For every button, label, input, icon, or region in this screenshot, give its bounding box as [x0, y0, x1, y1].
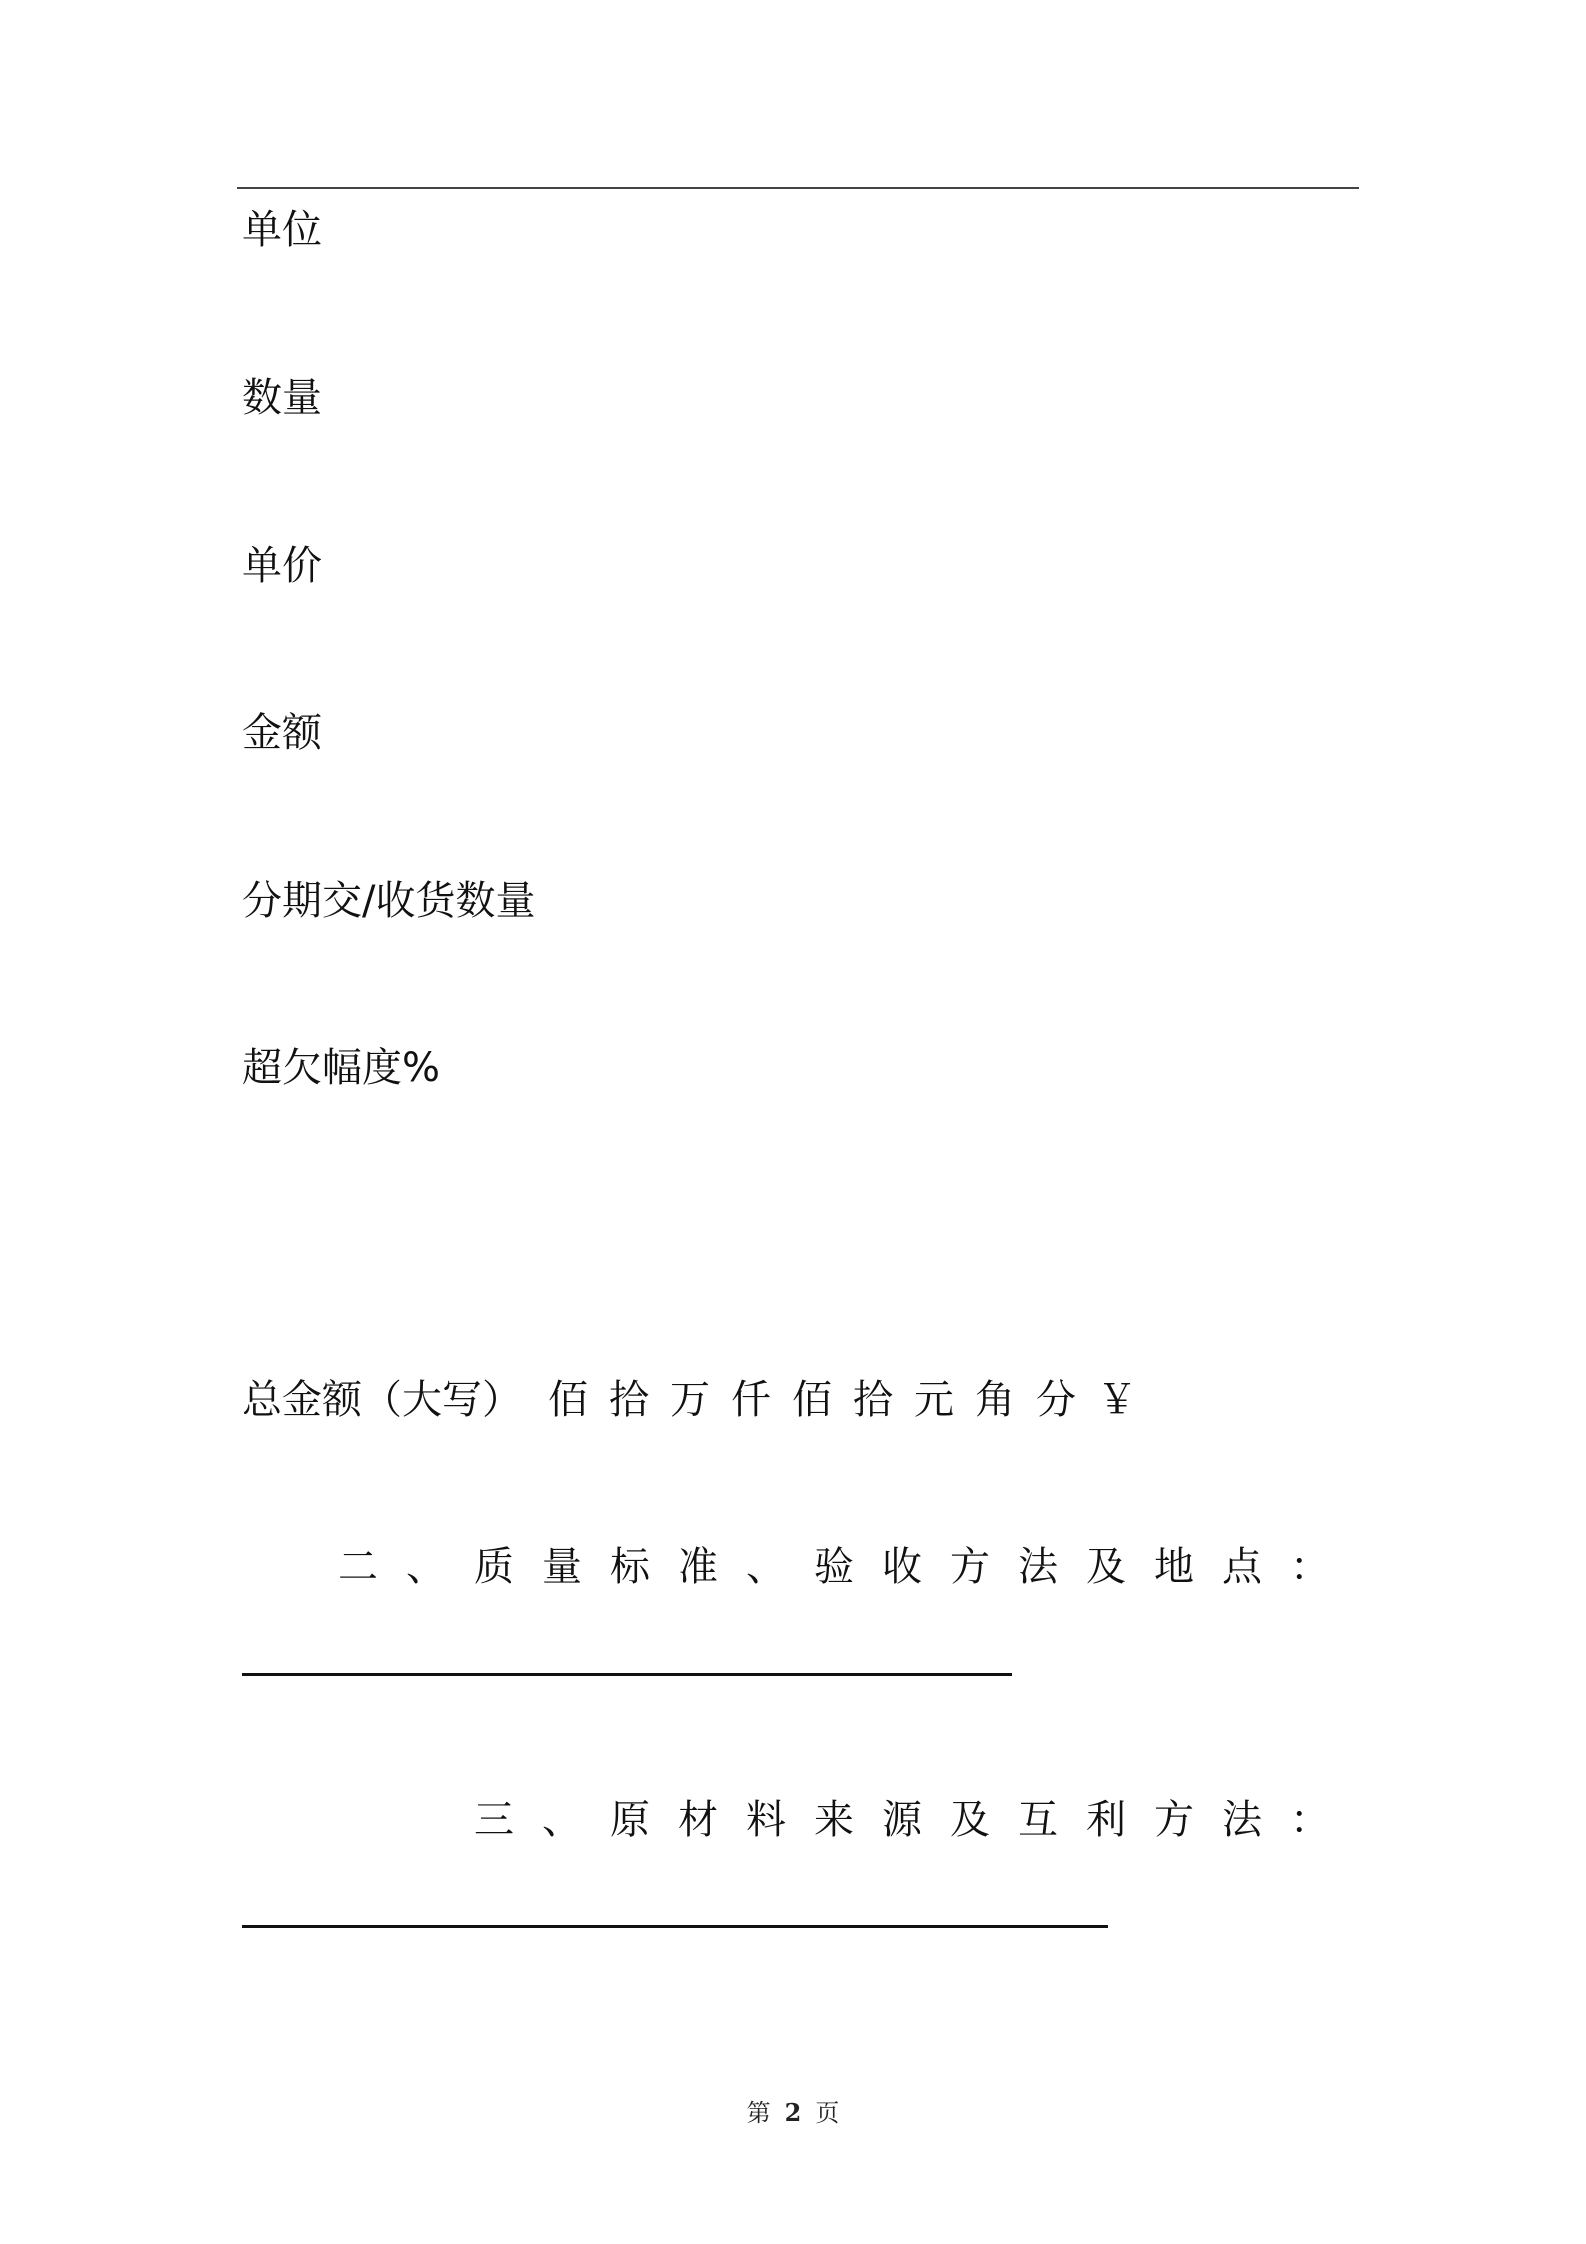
total-amount-label: 总金额（大写） [242, 1377, 522, 1423]
total-amount-units: 佰拾万仟佰拾元角分￥ [548, 1377, 1158, 1423]
total-amount-line [242, 1374, 1158, 1426]
field-label-installment-delivery: 分期交/收货数量 [242, 878, 536, 924]
field-label-unit: 单位 [242, 207, 322, 253]
section-heading-quality: 二、质量标准、验收方法及地点： [338, 1544, 1358, 1590]
blank-fill-line-materials [242, 1925, 1108, 1928]
page-footer-suffix: 页 [815, 2099, 840, 2127]
page-number: 2 [784, 2098, 802, 2127]
blank-fill-line-quality [242, 1673, 1012, 1676]
section-heading-materials: 三、原材料来源及互利方法： [474, 1797, 1358, 1843]
field-label-over-under-range: 超欠幅度% [242, 1045, 441, 1091]
page-footer-prefix: 第 [746, 2099, 771, 2127]
page-footer [0, 2098, 1586, 2128]
header-rule [237, 187, 1359, 189]
field-label-amount: 金额 [242, 710, 322, 756]
field-label-unit-price: 单价 [242, 543, 322, 589]
field-label-quantity: 数量 [242, 375, 322, 421]
